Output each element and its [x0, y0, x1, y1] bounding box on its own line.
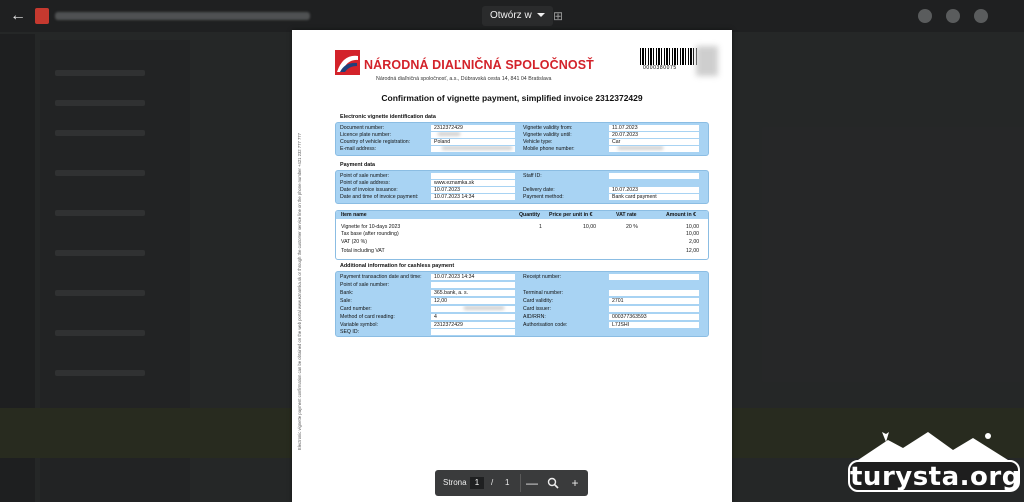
valid-from-label: Vignette validity from:	[523, 125, 573, 131]
pos-address-value: www.eznamka.sk	[431, 180, 515, 186]
issuance-date-value: 10.07.2023	[431, 187, 515, 193]
valid-until-value: 20.07.2023	[609, 132, 699, 138]
total-label: Total including VAT	[341, 248, 385, 254]
tax-base-value: 10,00	[686, 231, 699, 237]
watermark-text: turysta.org	[850, 462, 1021, 492]
identification-box	[335, 122, 709, 156]
staff-value	[609, 173, 699, 179]
more-options-icon[interactable]	[974, 9, 988, 23]
payment-datetime-value: 10.07.2023 14:34	[431, 194, 515, 200]
item-vat: 20 %	[626, 224, 638, 230]
vat-value: 2,00	[689, 239, 700, 245]
page-navigation	[435, 470, 588, 496]
cashless-pos-number-label: Point of sale number:	[340, 282, 390, 288]
page-number-input[interactable]: 1	[470, 477, 484, 489]
pos-address-label: Point of sale address:	[340, 180, 390, 186]
txn-datetime-label: Payment transaction date and time:	[340, 274, 422, 280]
cashless-pos-number-value	[431, 282, 515, 288]
zoom-in-button[interactable]: +	[571, 476, 579, 490]
valid-until-label: Vignette validity until:	[523, 132, 572, 138]
open-with-button[interactable]	[482, 6, 553, 26]
file-title	[55, 12, 310, 20]
header-vat-rate: VAT rate	[616, 212, 637, 218]
delivery-date-label: Delivery date:	[523, 187, 555, 193]
aid-label: AID/RRN:	[523, 314, 546, 320]
total-value: 12,00	[686, 248, 699, 254]
barcode	[640, 48, 698, 65]
auth-value: L7JSHI	[609, 322, 699, 328]
header-quantity: Quantity	[519, 212, 541, 218]
print-icon[interactable]	[918, 9, 932, 23]
pdf-file-icon	[35, 8, 49, 24]
variable-symbol-label: Variable symbol:	[340, 322, 378, 328]
tax-base-label: Tax base (after rounding)	[341, 231, 399, 237]
zoom-icon[interactable]	[545, 475, 561, 491]
txn-datetime-value: 10.07.2023 14:34	[431, 274, 515, 280]
company-address: Národná diaľničná spoločnosť, a.s., Dúbravská cesta 14, 841 04 Bratislava	[376, 76, 552, 82]
cashless-box	[335, 271, 709, 337]
document-page	[292, 30, 732, 502]
vehicle-type-label: Vehicle type:	[523, 139, 553, 145]
variable-symbol-value: 2312372429	[431, 322, 515, 328]
seq-value	[431, 329, 515, 335]
page-separator: /	[491, 478, 494, 487]
reading-label: Method of card reading:	[340, 314, 395, 320]
card-issuer-value	[609, 306, 699, 312]
mobile-value	[609, 146, 699, 152]
page-total: 1	[505, 478, 510, 487]
item-qty: 1	[539, 224, 542, 230]
barcode-number: 0000380075	[643, 65, 677, 71]
staff-label: Staff ID:	[523, 173, 542, 179]
watermark-logo	[848, 430, 1020, 496]
mobile-label: Mobile phone number:	[523, 146, 575, 152]
section-title-identification: Electronic vignette identification data	[340, 114, 436, 120]
reading-value: 4	[431, 314, 515, 320]
viewer-toolbar	[0, 0, 1024, 32]
company-logo-icon	[335, 50, 360, 75]
page-label: Strona	[443, 478, 467, 487]
mountain-icon	[848, 430, 1020, 460]
payment-datetime-label: Date and time of invoice payment:	[340, 194, 419, 200]
payment-box	[335, 170, 709, 204]
redacted-area	[696, 46, 718, 76]
sale-label: Sale:	[340, 298, 352, 304]
header-amount: Amount in €	[666, 212, 696, 218]
delivery-date-value: 10.07.2023	[609, 187, 699, 193]
email-label: E-mail address:	[340, 146, 377, 152]
back-arrow-icon[interactable]: ←	[10, 7, 26, 24]
issuance-date-label: Date of invoice issuance:	[340, 187, 398, 193]
section-title-payment: Payment data	[340, 162, 376, 168]
terminal-label: Terminal number:	[523, 290, 564, 296]
side-note: Electronic vignette payment confirmation can be obtained on the web portal www.eznamka.sk or through the customer service line on the phone number +421 232 777 777	[297, 133, 302, 450]
auth-label: Authorisation code:	[523, 322, 568, 328]
card-number-value	[431, 306, 515, 312]
email-value	[431, 146, 515, 152]
doc-number-value: 2312372429	[431, 125, 515, 131]
zoom-out-button[interactable]: —	[526, 476, 538, 490]
plate-label: Licence plate number:	[340, 132, 392, 138]
payment-method-label: Payment method:	[523, 194, 564, 200]
payment-method-value: Bank card payment	[609, 194, 699, 200]
download-icon[interactable]	[946, 9, 960, 23]
valid-from-value: 11.07.2023	[609, 125, 699, 131]
divider	[520, 474, 521, 492]
item-amount: 10,00	[686, 224, 699, 230]
apps-grid-icon[interactable]: ⊞	[553, 9, 564, 23]
sale-value: 12,00	[431, 298, 515, 304]
receipt-value	[609, 274, 699, 280]
vat-label: VAT (20 %)	[341, 239, 367, 245]
bank-value: 365.bank, a. s.	[431, 290, 515, 296]
card-issuer-label: Card issuer:	[523, 306, 551, 312]
document-title: Confirmation of vignette payment, simplified invoice 2312372429	[381, 93, 643, 103]
doc-number-label: Document number:	[340, 125, 385, 131]
card-validity-label: Card validity:	[523, 298, 553, 304]
vehicle-type-value: Car	[609, 139, 699, 145]
card-validity-value: 2701	[609, 298, 699, 304]
seq-label: SEQ ID:	[340, 329, 360, 335]
aid-value: 000377363593	[609, 314, 699, 320]
terminal-value	[609, 290, 699, 296]
country-label: Country of vehicle registration:	[340, 139, 411, 145]
plate-value	[431, 132, 515, 138]
chevron-down-icon	[537, 13, 545, 17]
pos-number-value	[431, 173, 515, 179]
pos-number-label: Point of sale number:	[340, 173, 390, 179]
open-with-label: Otwórz w	[490, 10, 532, 21]
section-title-cashless: Additional information for cashless payment	[340, 263, 455, 269]
item-name: Vignette for 10-days 2023	[341, 224, 401, 230]
header-item-name: Item name	[341, 212, 367, 218]
company-name: NÁRODNÁ DIAĽNIČNÁ SPOLOČNOSŤ	[364, 58, 594, 72]
country-value: Poland	[431, 139, 515, 145]
card-number-label: Card number:	[340, 306, 372, 312]
items-table	[335, 210, 709, 260]
item-price: 10,00	[583, 224, 596, 230]
bank-label: Bank:	[340, 290, 354, 296]
items-table-header	[336, 211, 708, 219]
receipt-label: Receipt number:	[523, 274, 562, 280]
header-price: Price per unit in €	[549, 212, 593, 218]
